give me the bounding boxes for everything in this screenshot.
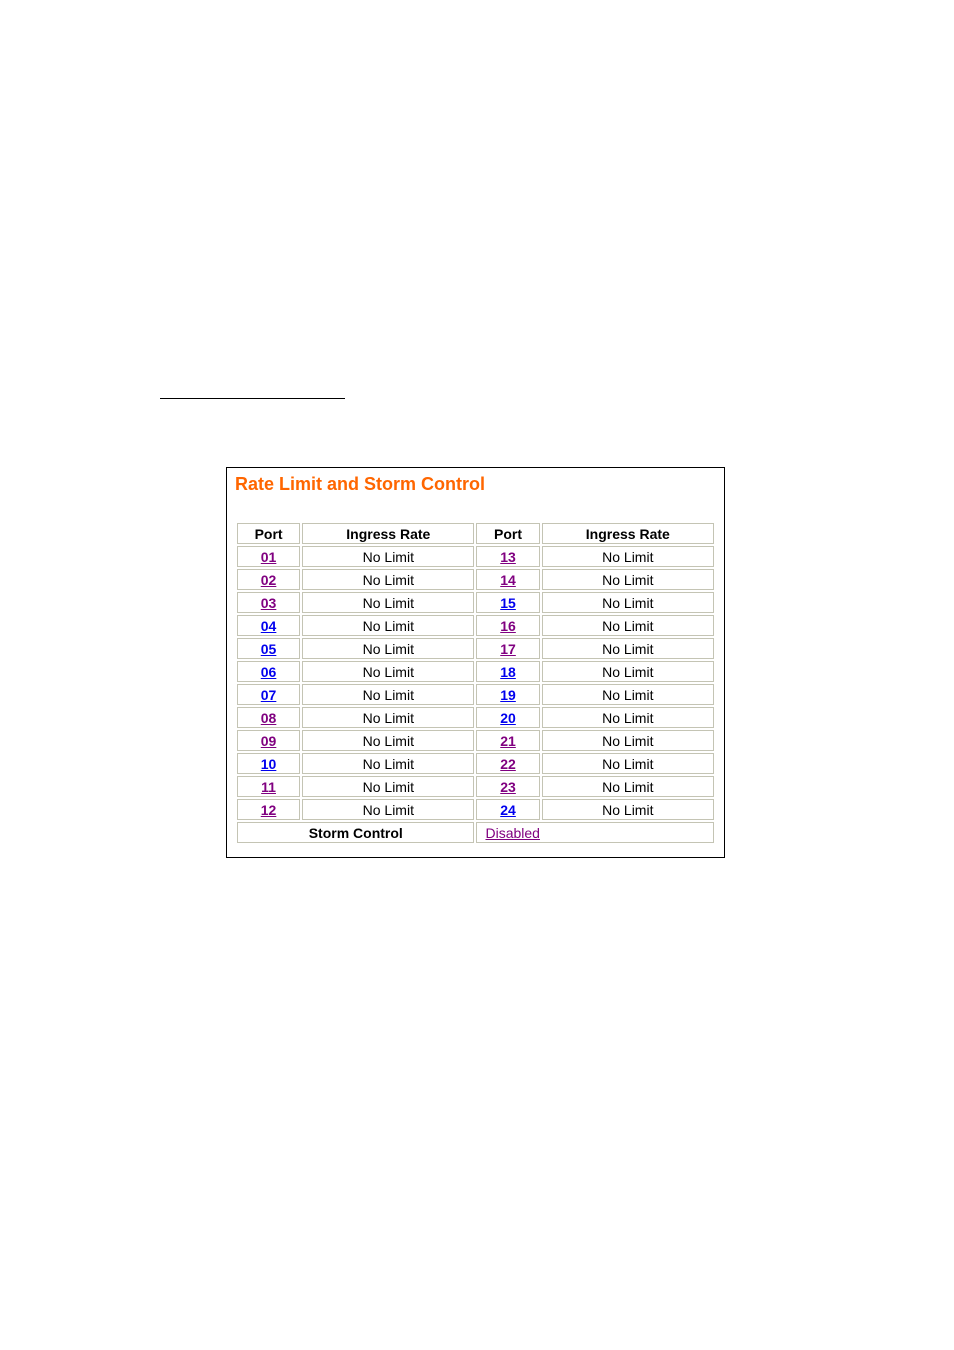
- ingress-rate-07: No Limit: [302, 684, 474, 705]
- ingress-rate-21: No Limit: [542, 730, 714, 751]
- ingress-rate-02: No Limit: [302, 569, 474, 590]
- ingress-rate-17: No Limit: [542, 638, 714, 659]
- ingress-rate-20: No Limit: [542, 707, 714, 728]
- port-link-19[interactable]: 19: [500, 686, 516, 703]
- ingress-rate-19: No Limit: [542, 684, 714, 705]
- port-link-04[interactable]: 04: [260, 617, 277, 634]
- port-link-08[interactable]: 08: [260, 709, 277, 726]
- ingress-rate-11: No Limit: [302, 776, 474, 797]
- ingress-rate-18: No Limit: [542, 661, 714, 682]
- ingress-rate-08: No Limit: [302, 707, 474, 728]
- table-row: [237, 799, 714, 820]
- port-link-09[interactable]: 09: [260, 732, 277, 749]
- ingress-rate-05: No Limit: [302, 638, 474, 659]
- port-link-12[interactable]: 12: [260, 801, 277, 818]
- storm-control-row: [237, 822, 714, 843]
- port-link-21[interactable]: 21: [500, 732, 516, 749]
- table-header-row: [237, 523, 714, 544]
- ingress-rate-23: No Limit: [542, 776, 714, 797]
- header-port-right: Port: [476, 523, 539, 544]
- horizontal-rule: [160, 398, 345, 399]
- port-link-24[interactable]: 24: [500, 801, 516, 818]
- table-row: [237, 776, 714, 797]
- table-row: [237, 684, 714, 705]
- rate-limit-table: [235, 521, 716, 845]
- ingress-rate-03: No Limit: [302, 592, 474, 613]
- ingress-rate-16: No Limit: [542, 615, 714, 636]
- rate-limit-panel: [226, 467, 725, 858]
- storm-control-link[interactable]: Disabled: [485, 824, 540, 841]
- port-link-02[interactable]: 02: [260, 571, 277, 588]
- port-link-15[interactable]: 15: [500, 594, 516, 611]
- port-link-03[interactable]: 03: [260, 594, 277, 611]
- port-link-14[interactable]: 14: [500, 571, 516, 588]
- ingress-rate-13: No Limit: [542, 546, 714, 567]
- ingress-rate-15: No Limit: [542, 592, 714, 613]
- ingress-rate-10: No Limit: [302, 753, 474, 774]
- ingress-rate-04: No Limit: [302, 615, 474, 636]
- table-row: [237, 569, 714, 590]
- ingress-rate-14: No Limit: [542, 569, 714, 590]
- port-link-07[interactable]: 07: [260, 686, 277, 703]
- header-ingress-rate-right: Ingress Rate: [542, 523, 714, 544]
- port-link-16[interactable]: 16: [500, 617, 516, 634]
- ingress-rate-09: No Limit: [302, 730, 474, 751]
- ingress-rate-24: No Limit: [542, 799, 714, 820]
- panel-title: Rate Limit and Storm Control: [235, 474, 486, 494]
- port-link-10[interactable]: 10: [260, 755, 277, 772]
- port-link-05[interactable]: 05: [260, 640, 277, 657]
- header-ingress-rate-left: Ingress Rate: [302, 523, 474, 544]
- port-link-11[interactable]: 11: [261, 778, 276, 795]
- port-link-18[interactable]: 18: [500, 663, 516, 680]
- header-port-left: Port: [237, 523, 300, 544]
- table-row: [237, 546, 714, 567]
- table-row: [237, 753, 714, 774]
- port-link-22[interactable]: 22: [500, 755, 516, 772]
- port-link-13[interactable]: 13: [500, 548, 516, 565]
- port-link-06[interactable]: 06: [260, 663, 277, 680]
- storm-control-label: Storm Control: [237, 822, 474, 843]
- table-row: [237, 707, 714, 728]
- table-row: [237, 615, 714, 636]
- ingress-rate-12: No Limit: [302, 799, 474, 820]
- table-row: [237, 661, 714, 682]
- port-link-17[interactable]: 17: [500, 640, 516, 657]
- port-link-01[interactable]: 01: [260, 548, 277, 565]
- port-link-20[interactable]: 20: [500, 709, 516, 726]
- ingress-rate-01: No Limit: [302, 546, 474, 567]
- port-link-23[interactable]: 23: [500, 778, 516, 795]
- table-row: [237, 638, 714, 659]
- ingress-rate-06: No Limit: [302, 661, 474, 682]
- table-row: [237, 592, 714, 613]
- table-row: [237, 730, 714, 751]
- ingress-rate-22: No Limit: [542, 753, 714, 774]
